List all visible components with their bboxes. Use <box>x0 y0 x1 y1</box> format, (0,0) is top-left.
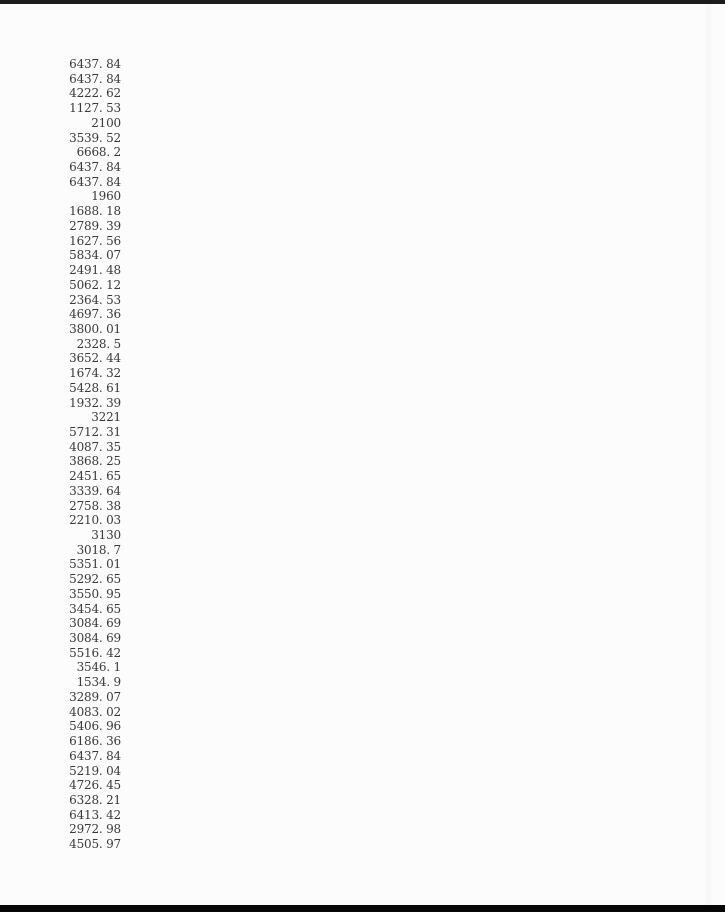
number-row: 2364. 53 <box>69 292 121 307</box>
number-row: 2451. 65 <box>69 469 121 484</box>
number-row: 6413. 42 <box>69 807 121 822</box>
number-row: 3454. 65 <box>69 601 121 616</box>
number-row: 5834. 07 <box>69 248 121 263</box>
number-row: 3550. 95 <box>69 586 121 601</box>
number-row: 1688. 18 <box>69 204 121 219</box>
number-row: 4505. 97 <box>69 837 121 852</box>
number-row: 3084. 69 <box>69 631 121 646</box>
number-row: 6328. 21 <box>69 792 121 807</box>
number-row: 1932. 39 <box>69 395 121 410</box>
number-row: 3868. 25 <box>69 454 121 469</box>
scan-edge-top <box>0 0 725 4</box>
number-row: 5062. 12 <box>69 277 121 292</box>
number-row: 6437. 84 <box>69 57 121 71</box>
number-row: 4726. 45 <box>69 778 121 793</box>
number-row: 1127. 53 <box>69 101 121 116</box>
number-row: 3800. 01 <box>69 321 121 336</box>
number-row: 6437. 84 <box>69 748 121 763</box>
number-row: 6186. 36 <box>69 734 121 749</box>
number-row: 5351. 01 <box>69 557 121 572</box>
number-row: 5516. 42 <box>69 645 121 660</box>
number-row: 2328. 5 <box>76 336 121 351</box>
number-row: 4697. 36 <box>69 307 121 322</box>
number-row: 2758. 38 <box>69 498 121 513</box>
number-row: 1534. 9 <box>76 675 121 690</box>
number-row: 5292. 65 <box>69 572 121 587</box>
number-row: 1627. 56 <box>69 233 121 248</box>
number-row: 3546. 1 <box>76 660 121 675</box>
number-row: 3289. 07 <box>69 689 121 704</box>
number-row: 1674. 32 <box>69 366 121 381</box>
scan-edge-bottom <box>0 905 725 912</box>
number-row: 4083. 02 <box>69 704 121 719</box>
page-right-shadow <box>704 4 713 905</box>
number-row: 5219. 04 <box>69 763 121 778</box>
number-column <box>0 57 121 852</box>
number-row: 1960 <box>91 189 121 204</box>
number-row: 4087. 35 <box>69 439 121 454</box>
number-row: 5406. 96 <box>69 719 121 734</box>
number-row: 3130 <box>91 528 121 542</box>
number-row: 2100 <box>91 115 121 130</box>
number-row: 3539. 52 <box>69 130 121 145</box>
number-row: 2491. 48 <box>69 263 121 278</box>
number-row: 3221 <box>91 410 121 425</box>
number-row: 3652. 44 <box>69 351 121 366</box>
number-row: 3084. 69 <box>69 616 121 631</box>
number-row: 3339. 64 <box>69 483 121 498</box>
number-row: 5428. 61 <box>69 380 121 395</box>
number-row: 6437. 84 <box>69 174 121 189</box>
number-row: 6668. 2 <box>76 145 121 160</box>
number-row: 2972. 98 <box>69 822 121 837</box>
number-row: 3018. 7 <box>76 542 121 557</box>
number-row: 4222. 62 <box>69 86 121 101</box>
number-row: 6437. 84 <box>69 71 121 86</box>
number-row: 2210. 03 <box>69 513 121 528</box>
number-row: 5712. 31 <box>69 424 121 439</box>
number-row: 6437. 84 <box>69 160 121 175</box>
number-row: 2789. 39 <box>69 218 121 233</box>
